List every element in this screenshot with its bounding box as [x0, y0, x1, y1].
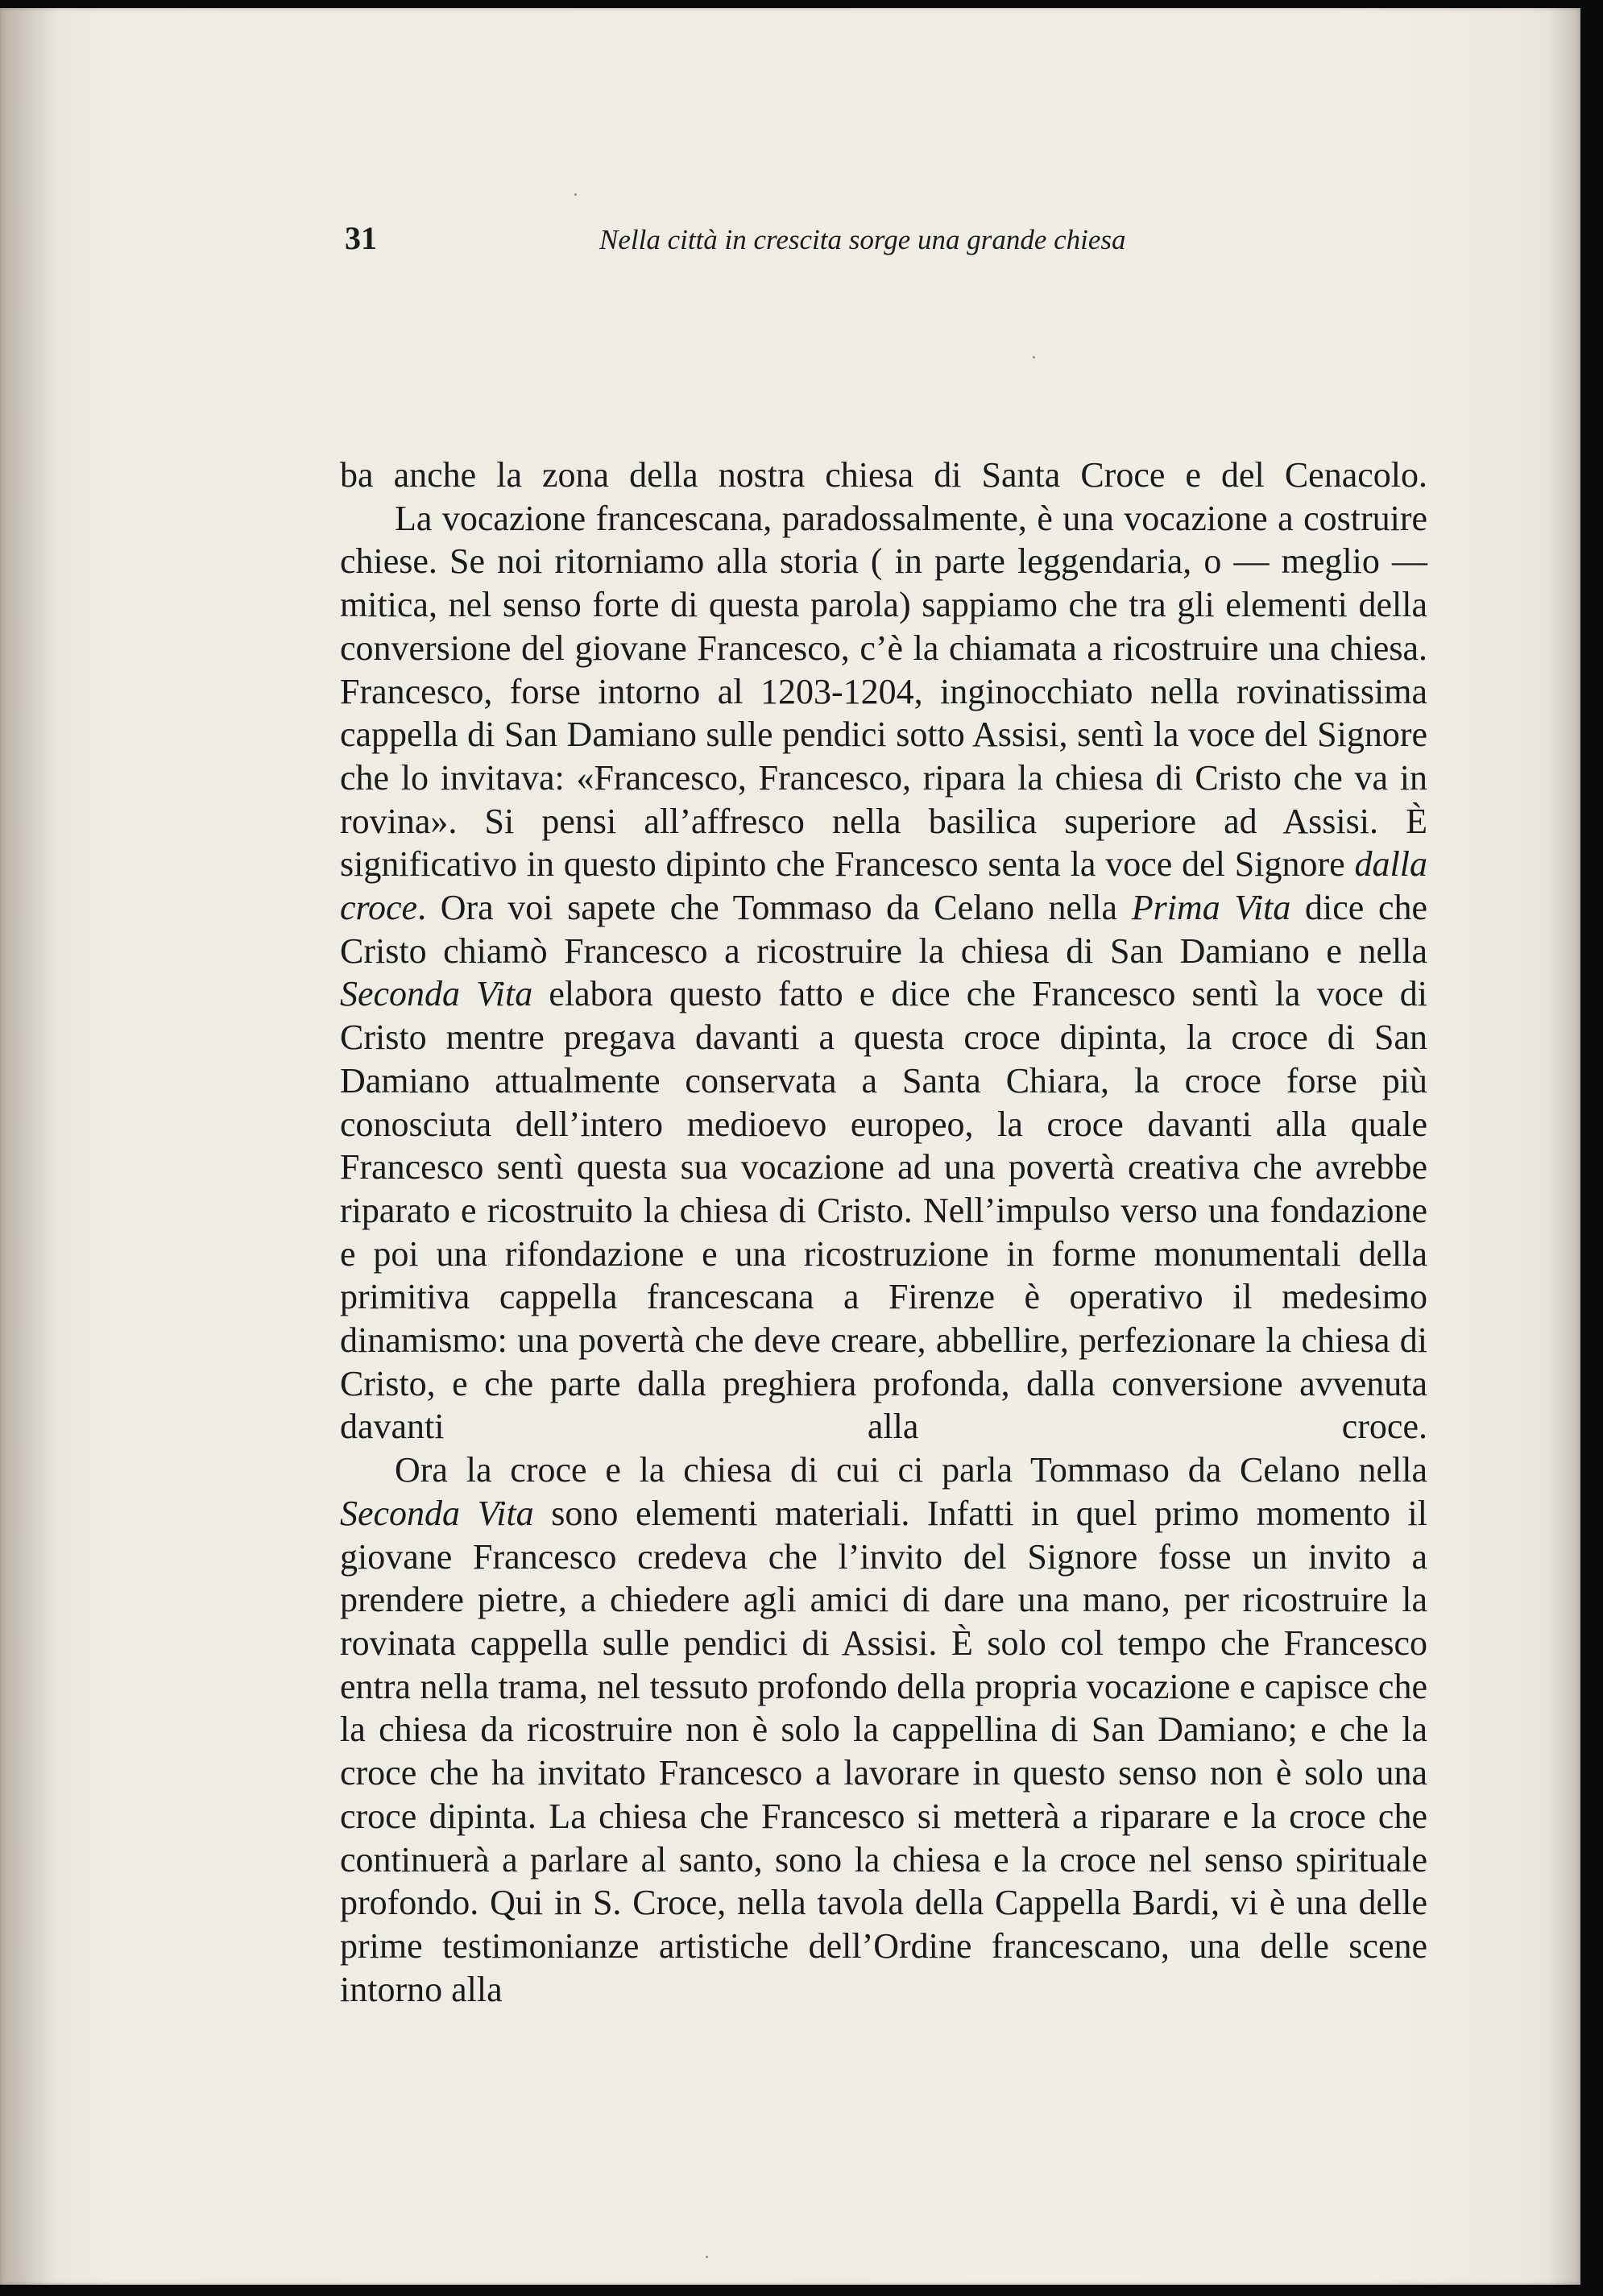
paragraph-text: . Ora voi sapete che Tommaso da Celano nella [417, 888, 1132, 928]
paragraph-text: ba anche la zona della nostra chiesa di Santa Croce e del Cenacolo. [340, 455, 1427, 495]
page-number: 31 [345, 220, 377, 256]
paragraph-text: La vocazione francescana, paradossalmente, è una vocazione a costruire chiese. Se noi ritorniamo alla storia ( in parte leggendaria, o — meglio — mitica, nel senso forte di questa parola) sappiamo che tra gli elementi della conversione del giovane Francesco, c’è la chiamata a ricostruire una chiesa. Francesco, forse intorno al 1203-1204, inginocchiato nella rovinatissima cappella di San Damiano sulle pendici sotto Assisi, sentì la voce del Signore che lo invitava: «Francesco, Francesco, ripara la chiesa di Cristo che va in rovina». Si pensi all’affresco nella basilica superiore ad Assisi. È significativo in questo dipinto che Francesco senta la voce del Signore [340, 498, 1427, 885]
italic-title: Seconda Vita [340, 974, 533, 1014]
body-text [340, 454, 1427, 2011]
page-edge-shadow [1548, 8, 1580, 2285]
paper-speck [706, 2256, 708, 2258]
paragraph-text: dice che Cristo chiamò Francesco a ricostruire la chiesa di San Damiano e nella [340, 888, 1428, 971]
paper-speck [1033, 356, 1035, 358]
italic-phrase: dalla croce [340, 844, 1427, 928]
running-title: Nella città in crescita sorge una grande chiesa [599, 224, 1126, 255]
book-page [0, 8, 1580, 2285]
running-header [345, 219, 1424, 267]
paragraph-text: elabora questo fatto e dice che Francesco sentì la voce di Cristo mentre pregava davanti a questa croce dipinta, la croce di San Damiano attualmente conservata a Santa Chiara, la croce forse più conosciuta dell’intero medioevo europeo, la croce davanti alla quale Francesco sentì questa sua vocazione ad una povertà creativa che avrebbe riparato e ricostruito la chiesa di Cristo. Nell’impulso verso una fondazione e poi una rifondazione e una ricostruzione in forme monumentali della primitiva cappella francescana a Firenze è operativo il medesimo dinamismo: una povertà che deve creare, abbellire, perfezionare la chiesa di Cristo, e che parte dalla preghiera profonda, dalla conversione avvenuta davanti alla croce. [340, 974, 1427, 1447]
paragraph-text: sono elementi materiali. Infatti in quel primo momento il giovane Francesco credeva che l’invito del Signore fosse un invito a prendere pietre, a chiedere agli amici di dare una mano, per ricostruire la rovinata cappella sulle pendici di Assisi. È solo col tempo che Francesco entra nella trama, nel tessuto profondo della propria vocazione e capisce che la chiesa da ricostruire non è solo la cappellina di San Damiano; e che la croce che ha invitato Francesco a lavorare in questo senso non è solo una croce dipinta. La chiesa che Francesco si metterà a riparare e la croce che continuerà a parlare al santo, sono la chiesa e la croce nel senso spirituale profondo. Qui in S. Croce, nella tavola della Cappella Bardi, vi è una delle prime testimonianze artistiche dell’Ordine francescano, una delle scene intorno alla [340, 1493, 1427, 2009]
paragraph [340, 454, 1427, 497]
paragraph-text: Ora la croce e la chiesa di cui ci parla Tommaso da Celano nella [395, 1450, 1427, 1490]
paragraph [340, 497, 1427, 1448]
paragraph [340, 1448, 1427, 2011]
gutter-shadow [0, 8, 56, 2285]
italic-title: Seconda Vita [340, 1493, 534, 1533]
paper-speck [574, 193, 577, 196]
italic-title: Prima Vita [1131, 888, 1291, 928]
